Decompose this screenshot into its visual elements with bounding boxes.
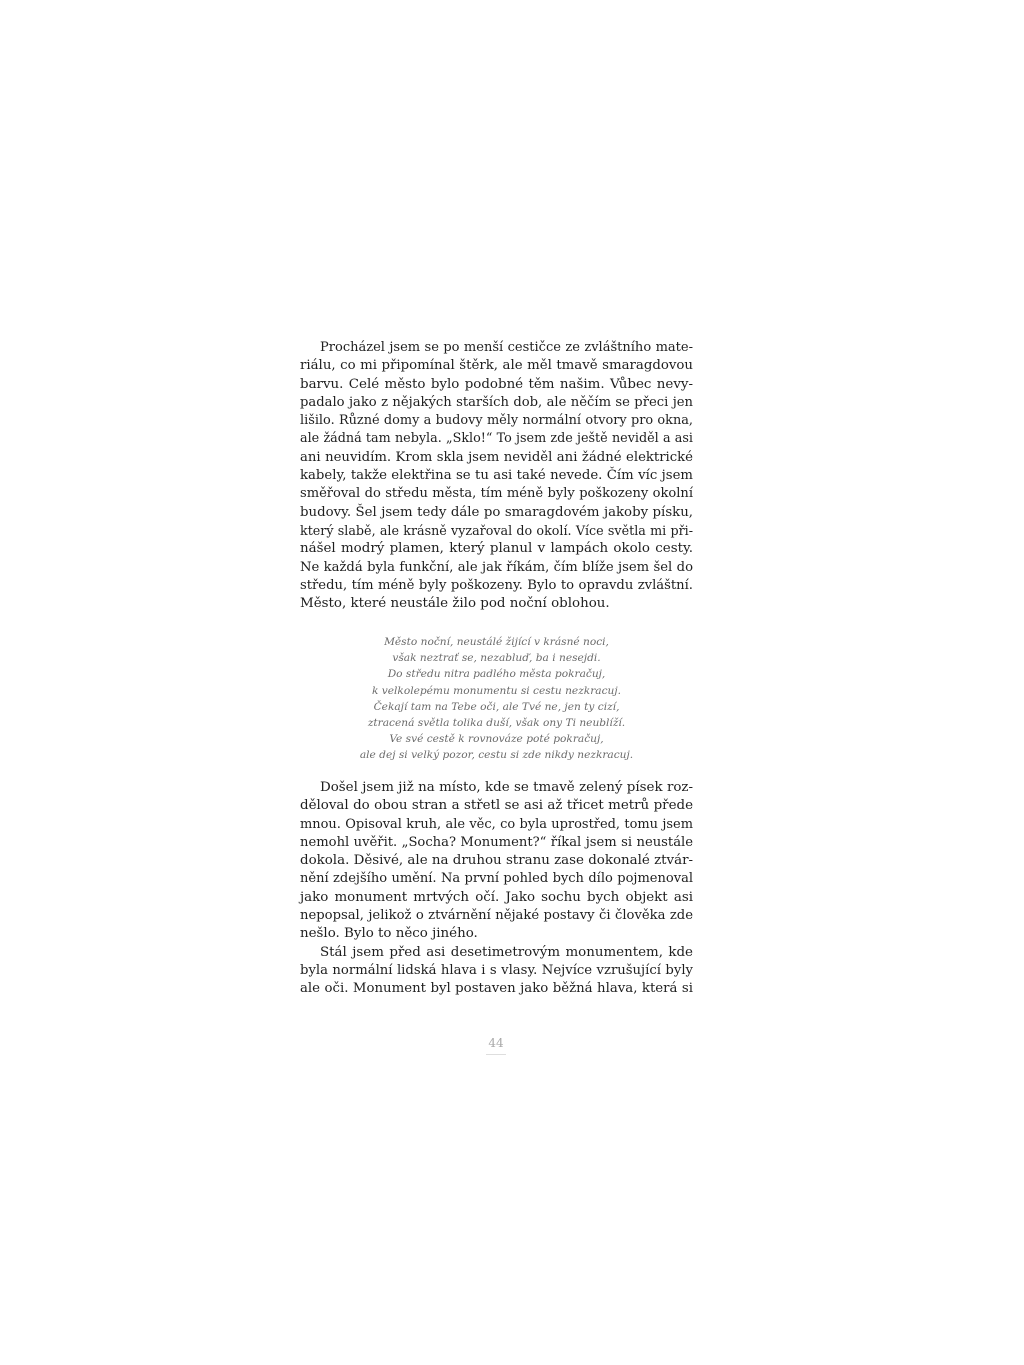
paragraph-line: lišilo. Různé domy a budovy měly normální otvory pro okna, — [300, 413, 693, 429]
paragraph-2 — [300, 779, 693, 944]
paragraph-line: Stál jsem před asi desetimetrovým monumentem, kde — [320, 944, 693, 960]
paragraph-line: mnou. Opisoval kruh, ale věc, co byla uprostřed, tomu jsem — [300, 816, 693, 832]
paragraph-line: Došel jsem již na místo, kde se tmavě zelený písek roz- — [320, 780, 693, 795]
paragraph-line: nešlo. Bylo to něco jiného. — [300, 926, 478, 942]
page-number: 44 — [488, 1036, 504, 1050]
paragraph-line: ale žádná tam nebyla. „Sklo!“ To jsem zde ještě neviděl a asi — [300, 431, 693, 447]
poem-line: Čekají tam na Tebe oči, ale Tvé ne, jen ty cizí, — [373, 700, 620, 713]
body-text-continued — [300, 779, 693, 999]
paragraph-line: nášel modrý plamen, který planul v lampách okolo cesty. — [300, 541, 693, 557]
paragraph-line: kabely, takže elektřina se tu asi také nevede. Čím víc jsem — [300, 468, 693, 484]
paragraph-line: ani neuvidím. Krom skla jsem neviděl ani žádné elektrické — [300, 449, 693, 465]
paragraph-line: nepopsal, jelikož o ztvárnění nějaké postavy či člověka zde — [300, 908, 693, 924]
paragraph-line: ale oči. Monument byl postaven jako běžná hlava, která si — [300, 981, 693, 997]
poem-line: k velkolepému monumentu si cestu nezkracuj. — [372, 684, 621, 697]
poem-line: však neztrať se, nezabluď, ba i nesejdi. — [392, 652, 601, 665]
poem-line: ale dej si velký pozor, cestu si zde nikdy nezkracuj. — [359, 749, 634, 762]
paragraph-line: riálu, co mi připomínal štěrk, ale měl tmavě smaragdovou — [300, 358, 693, 374]
paragraph-line: budovy. Šel jsem tedy dále po smaragdovém jakoby písku, — [300, 504, 693, 520]
poem-stanza — [300, 634, 693, 764]
paragraph-line: směřoval do středu města, tím méně byly poškozeny okolní — [300, 486, 693, 502]
paragraph-1 — [300, 339, 693, 613]
poem-line: ztracená světla tolika duší, však ony Ti neublíží. — [367, 716, 626, 729]
paragraph-line: který slabě, ale krásně vyzařoval do okolí. Více světla mi při- — [300, 522, 693, 538]
paragraph-line: Procházel jsem se po menší cestičce ze zvláštního mate- — [320, 340, 693, 355]
paragraph-line: nění zdejšího umění. Na první pohled bych dílo pojmenoval — [300, 871, 693, 887]
page-number-rule — [486, 1054, 506, 1055]
paragraph-line: Město, které neustále žilo pod noční oblohou. — [300, 596, 610, 612]
poem-line: Do středu nitra padlého města pokračuj, — [387, 668, 606, 681]
paragraph-line: barvu. Celé město bylo podobné těm našim. Vůbec nevy- — [300, 376, 693, 392]
paragraph-line: jako monument mrtvých očí. Jako sochu bych objekt asi — [300, 889, 693, 905]
paragraph-line: nemohl uvěřit. „Socha? Monument?“ říkal jsem si neustále — [300, 834, 693, 850]
paragraph-line: dokola. Děsivé, ale na druhou stranu zase dokonalé ztvár- — [300, 853, 693, 869]
paragraph-line: Ne každá byla funkční, ale jak říkám, čím blíže jsem šel do — [300, 559, 693, 575]
paragraph-line: padalo jako z nějakých starších dob, ale něčím se přeci jen — [300, 394, 693, 410]
poem-line: Ve své cestě k rovnováze poté pokračuj, — [389, 733, 604, 746]
paragraph-3 — [300, 944, 693, 999]
paragraph-line: středu, tím méně byly poškozeny. Bylo to opravdu zvláštní. — [300, 577, 693, 593]
poem-line: Město noční, neustálé žijící v krásné noci, — [384, 636, 609, 648]
paragraph-line: děloval do obou stran a střetl se asi až třicet metrů přede — [300, 798, 693, 814]
paragraph-line: byla normální lidská hlava i s vlasy. Nejvíce vzrušující byly — [300, 962, 693, 978]
